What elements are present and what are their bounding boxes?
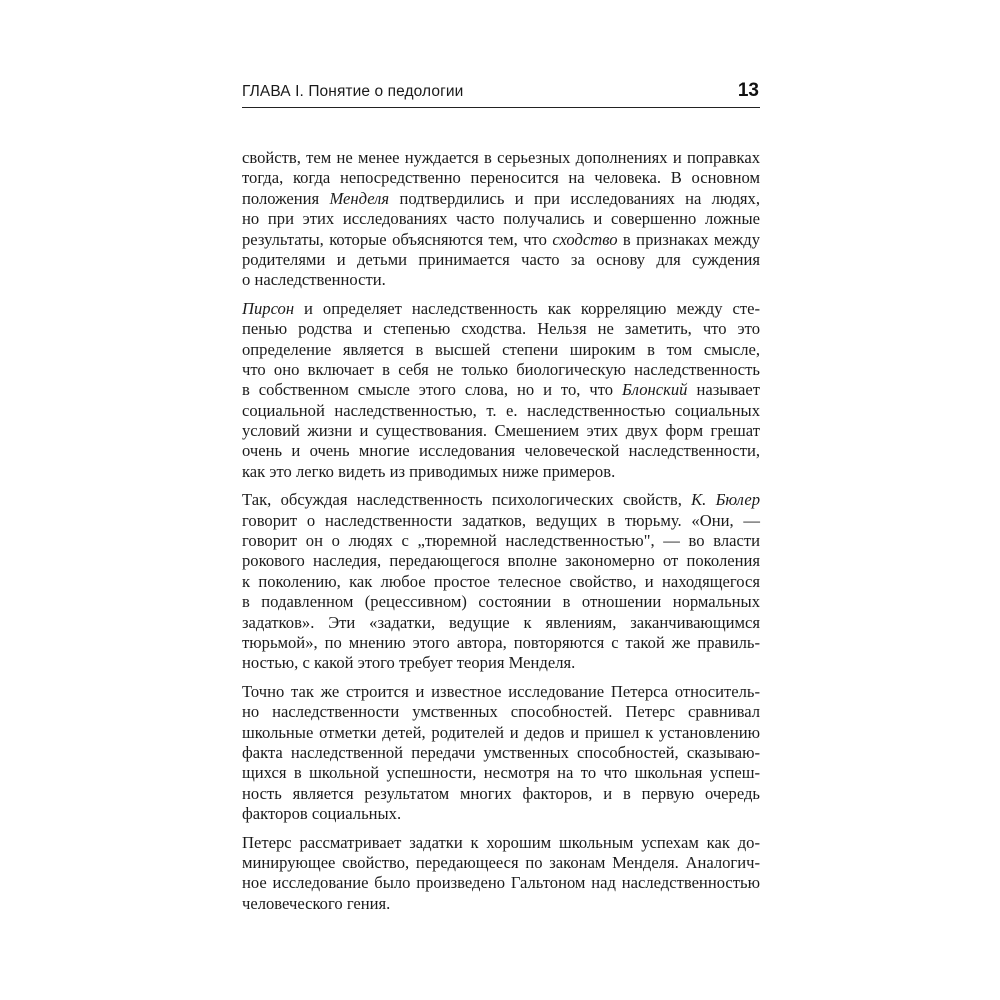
text-line bbox=[242, 490, 760, 510]
italic-text: Пирсон bbox=[242, 298, 295, 318]
text-run: условий жизни и существования. Смешением этих двух форм грешат bbox=[242, 421, 760, 441]
text-line bbox=[242, 572, 760, 592]
header-rule bbox=[242, 107, 760, 108]
text-run: в признаках между bbox=[617, 229, 760, 249]
body-text bbox=[242, 148, 760, 922]
text-line bbox=[242, 168, 760, 188]
text-line bbox=[242, 189, 760, 209]
text-line bbox=[242, 763, 760, 783]
text-run: очень и очень многие исследования человеческой наследственности, bbox=[242, 441, 760, 461]
page-number: 13 bbox=[737, 80, 759, 101]
text-line bbox=[242, 299, 760, 319]
text-run: родителями и детьми принимается часто за основу для суждения bbox=[242, 249, 760, 269]
text-line bbox=[242, 894, 760, 914]
text-run: называет bbox=[687, 380, 760, 400]
text-line bbox=[242, 531, 760, 551]
text-line bbox=[242, 723, 760, 743]
text-run: ность является результатом многих факторов, и в первую очередь bbox=[242, 783, 760, 803]
text-line bbox=[242, 653, 760, 673]
text-run: свойств, тем не менее нуждается в серьезных дополнениях и поправках bbox=[242, 148, 760, 167]
text-line bbox=[242, 209, 760, 229]
text-run: как это легко видеть из приводимых ниже примеров. bbox=[242, 461, 616, 481]
text-line bbox=[242, 853, 760, 873]
text-line bbox=[242, 319, 760, 339]
text-line bbox=[242, 682, 760, 702]
text-line bbox=[242, 441, 760, 461]
paragraph bbox=[242, 682, 760, 825]
text-run: Точно так же строится и известное исследование Петерса относитель- bbox=[242, 681, 760, 701]
text-run: факта наследственной передачи умственных способностей, сказываю- bbox=[242, 742, 760, 762]
text-line bbox=[242, 804, 760, 824]
text-run: говорит он о людях с „тюремной наследственностью", — во власти bbox=[242, 531, 760, 551]
paragraph bbox=[242, 148, 760, 291]
text-run: школьные отметки детей, родителей и дедов и пришел к установлению bbox=[242, 722, 760, 742]
text-line bbox=[242, 592, 760, 612]
text-run: результаты, которые объясняются тем, что bbox=[242, 229, 553, 249]
paragraph bbox=[242, 490, 760, 674]
running-head bbox=[242, 80, 760, 104]
text-run: говорит о наследственности задатков, ведущих в тюрьму. «Они, — bbox=[242, 510, 760, 530]
text-line bbox=[242, 833, 760, 853]
text-run: пенью родства и степенью сходства. Нельзя не заметить, что это bbox=[242, 319, 760, 339]
text-run: Петерс рассматривает задатки к хорошим школьным успехам как до- bbox=[242, 832, 760, 852]
text-run: но наследственности умственных способностей. Петерс сравнивал bbox=[242, 702, 760, 722]
text-run: в собственном смысле этого слова, но и то, что bbox=[242, 380, 622, 400]
italic-text: сходство bbox=[552, 229, 618, 249]
text-line bbox=[242, 421, 760, 441]
italic-text: К. Бюлер bbox=[691, 490, 760, 510]
text-run: что оно включает в себя не только биологическую наследственность bbox=[242, 359, 760, 379]
text-run: определение является в высшей степени широким в том смысле, bbox=[242, 339, 760, 359]
text-line bbox=[242, 462, 760, 482]
text-run: минирующее свойство, передающееся по законам Менделя. Аналогич- bbox=[242, 852, 760, 872]
text-line bbox=[242, 270, 760, 290]
text-run: тюрьмой», по мнению этого автора, повторяются с такой же правиль- bbox=[242, 632, 760, 652]
italic-text: Блонский bbox=[622, 380, 688, 400]
text-line bbox=[242, 360, 760, 380]
text-run: к поколению, как любое простое телесное свойство, и находящегося bbox=[242, 571, 760, 591]
text-run: факторов социальных. bbox=[242, 804, 402, 824]
text-line bbox=[242, 340, 760, 360]
paragraph bbox=[242, 833, 760, 915]
text-run: ностью, с какой этого требует теория Менделя. bbox=[242, 653, 576, 673]
text-run: в подавленном (рецессивном) состоянии в отношении нормальных bbox=[242, 592, 760, 612]
text-line bbox=[242, 702, 760, 722]
text-line bbox=[242, 380, 760, 400]
text-line bbox=[242, 551, 760, 571]
text-run: щихся в школьной успешности, несмотря на то что школьная успеш- bbox=[242, 763, 760, 783]
text-run: задатков». Эти «задатки, ведущие к явлениям, заканчивающимся bbox=[242, 612, 760, 632]
text-run: рокового наследия, передающегося вполне закономерно от поколения bbox=[242, 551, 760, 571]
text-line bbox=[242, 633, 760, 653]
text-run: тогда, когда непосредственно переносится на человека. В основном bbox=[242, 168, 760, 188]
text-run: подтвердились и при исследованиях на людях, bbox=[389, 188, 760, 208]
text-line bbox=[242, 401, 760, 421]
text-line bbox=[242, 784, 760, 804]
italic-text: Менделя bbox=[329, 188, 390, 208]
text-line bbox=[242, 230, 760, 250]
text-run: и определяет наследственность как корреляцию между сте- bbox=[294, 298, 760, 318]
text-run: положения bbox=[242, 188, 330, 208]
text-line bbox=[242, 148, 760, 168]
chapter-title: ГЛАВА I. Понятие о педологии bbox=[242, 83, 464, 100]
text-line bbox=[242, 743, 760, 763]
text-line bbox=[242, 511, 760, 531]
text-line bbox=[242, 873, 760, 893]
text-line bbox=[242, 250, 760, 270]
text-run: человеческого гения. bbox=[242, 893, 391, 913]
text-run: о наследственности. bbox=[242, 270, 386, 290]
text-run: ное исследование было произведено Гальтоном над наследственностью bbox=[242, 873, 760, 893]
paragraph bbox=[242, 299, 760, 483]
text-run: но при этих исследованиях часто получались и совершенно ложные bbox=[242, 209, 760, 229]
text-run: социальной наследственностью, т. е. наследственностью социальных bbox=[242, 400, 760, 420]
text-run: Так, обсуждая наследственность психологических свойств, bbox=[242, 490, 692, 510]
text-line bbox=[242, 613, 760, 633]
